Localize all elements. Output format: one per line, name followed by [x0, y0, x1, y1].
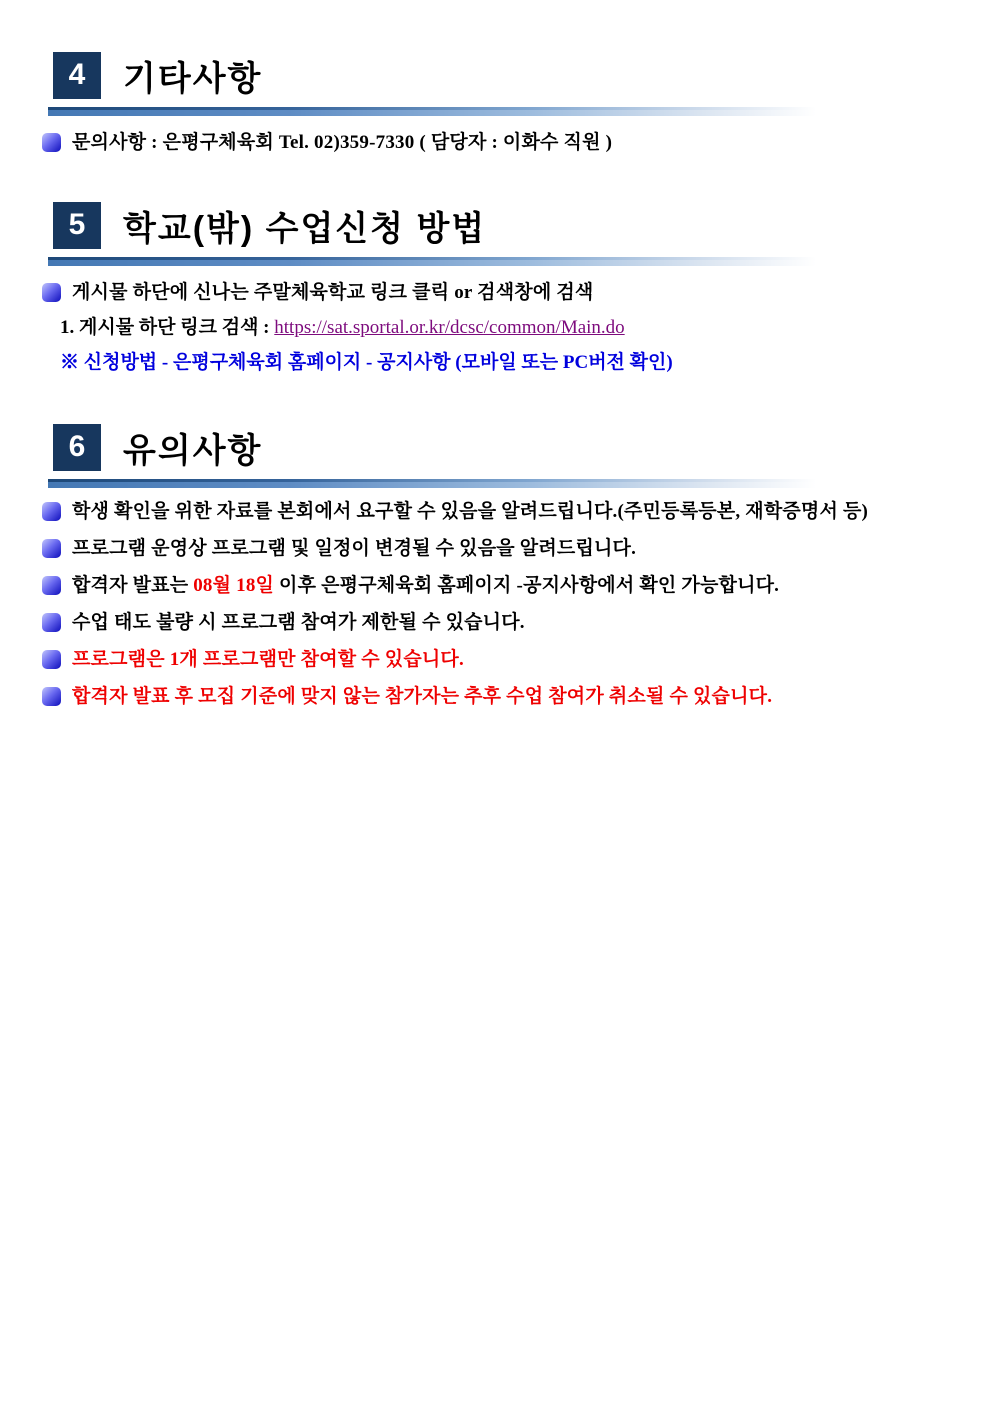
- announce-date-highlight: 08월 18일: [193, 575, 275, 596]
- notice-text: 프로그램 운영상 프로그램 및 일정이 변경될 수 있음을 알려드립니다.: [72, 538, 637, 559]
- blue-square-bullet-icon: [42, 613, 61, 632]
- section-5: [42, 200, 982, 376]
- link-line-prefix: 1. 게시물 하단 링크 검색 :: [60, 317, 275, 338]
- section-6-title: 유의사항: [123, 431, 263, 470]
- section-4-title: 기타사항: [123, 59, 263, 98]
- blue-square-bullet-icon: [42, 687, 61, 706]
- blue-square-bullet-icon: [42, 539, 61, 558]
- list-item: [42, 130, 982, 156]
- section-6-header: [53, 422, 982, 472]
- notice-text: 수업 태도 불량 시 프로그램 참여가 제한될 수 있습니다.: [72, 612, 525, 633]
- link-line: [42, 315, 982, 341]
- section-6-divider-bar: [48, 479, 848, 488]
- note-line: ※ 신청방법 - 은평구체육회 홈페이지 - 공지사항 (모바일 또는 PC버전 확인): [60, 352, 673, 373]
- section-4: [42, 50, 982, 156]
- sportal-link[interactable]: https://sat.sportal.or.kr/dcsc/common/Main.do: [274, 317, 625, 338]
- section-5-title: 학교(밖) 수업신청 방법: [123, 209, 487, 248]
- section-6-number: 6: [68, 430, 86, 463]
- notice-text-prefix: 합격자 발표는: [72, 575, 194, 596]
- section-5-number: 5: [68, 208, 86, 241]
- blue-square-bullet-icon: [42, 502, 61, 521]
- notice-text: [72, 573, 779, 599]
- blue-square-bullet-icon: [42, 650, 61, 669]
- section-4-number: 4: [68, 58, 86, 91]
- section-5-divider-bar: [48, 257, 848, 266]
- blue-square-bullet-icon: [42, 576, 61, 595]
- section-4-divider-bar: [48, 107, 848, 116]
- section-4-number-box: [53, 52, 101, 99]
- list-item: [42, 280, 982, 306]
- section-6-number-box: [53, 424, 101, 471]
- notice-text: 프로그램은 1개 프로그램만 참여할 수 있습니다.: [72, 649, 464, 670]
- list-item: [42, 647, 982, 673]
- section-6: [42, 422, 982, 710]
- section-4-header: [53, 50, 982, 100]
- list-item: [42, 684, 982, 710]
- notice-text: 학생 확인을 위한 자료를 본회에서 요구할 수 있음을 알려드립니다.(주민등록등본, 재학증명서 등): [72, 501, 869, 522]
- contact-info-text: 문의사항 : 은평구체육회 Tel. 02)359-7330 ( 담당자 : 이화수 직원 ): [72, 132, 613, 153]
- blue-square-bullet-icon: [42, 133, 61, 152]
- list-item: [42, 573, 982, 599]
- blue-square-bullet-icon: [42, 283, 61, 302]
- section-5-header: [53, 200, 982, 250]
- notice-text: 합격자 발표 후 모집 기준에 맞지 않는 참가자는 추후 수업 참여가 취소될 수 있습니다.: [72, 686, 773, 707]
- apply-method-text: 게시물 하단에 신나는 주말체육학교 링크 클릭 or 검색창에 검색: [72, 282, 594, 303]
- list-item: [42, 499, 982, 525]
- notice-text-suffix: 이후 은평구체육회 홈페이지 -공지사항에서 확인 가능합니다.: [274, 575, 780, 596]
- list-item: [42, 610, 982, 636]
- list-item: [42, 536, 982, 562]
- section-5-number-box: [53, 202, 101, 249]
